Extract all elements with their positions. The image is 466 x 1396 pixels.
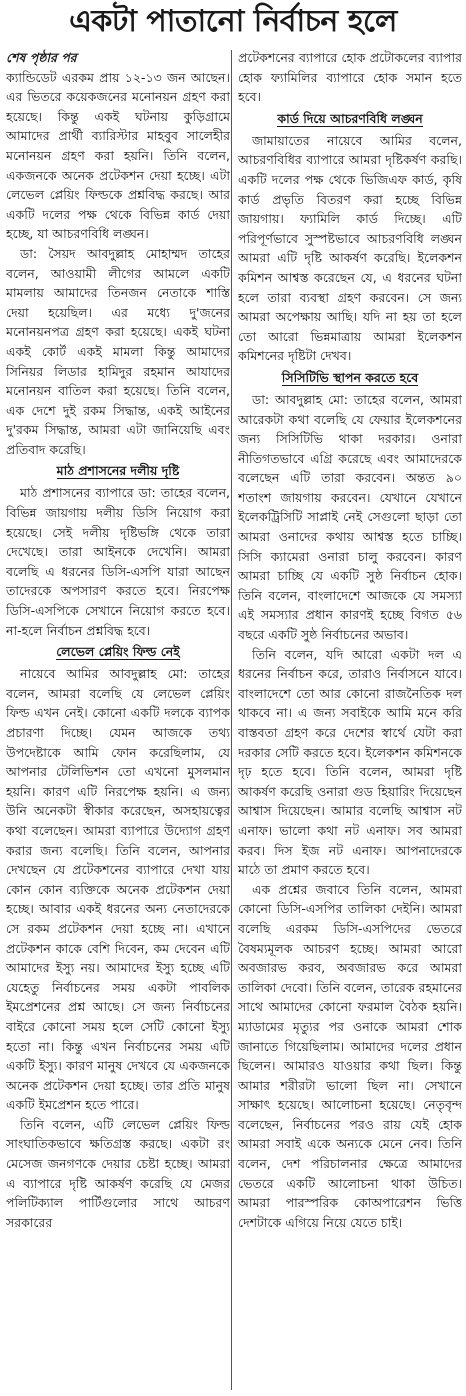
section-heading-text: সিসিটিভি স্থাপন করতে হবে xyxy=(281,369,419,385)
continued-from-label: শেষ পৃষ্ঠার পর xyxy=(6,50,77,65)
column-divider xyxy=(231,50,232,1390)
section-heading xyxy=(6,642,230,662)
headline: একটা পাতানো নির্বাচন হলে xyxy=(69,4,397,39)
section-heading-text: কার্ড দিয়ে আচরণবিধি লঙ্ঘন xyxy=(277,110,423,126)
paragraph: মাঠ প্রশাসনের ব্যাপারে ডা: তাহের বলেন, বিভিন্ন জায়গায় দলীয় ডিসি নিয়োগ করা হয়েছে। সেই দলীয় দৃষ্টিভঙ্গি থেকে তারা দেখেছে। তারা আইনকে দেখেনি। আমরা বলেছি এ ধরনের ডিসি-এসপি যারা আছেন তাদেরকে অপসারণ করতে হবে। নিরপেক্ষ ডিসি-এসপিকে সেখানে নিয়োগ করতে হবে। না-হলে নির্বাচন প্রশ্নবিদ্ধ হবে। xyxy=(6,485,230,638)
paragraph: ডা: সৈয়দ আবদুল্লাহ মোহাম্মদ তাহের বলেন, আওয়ামী লীগের আমলে একটি মামলায় আমাদের তিনজন নেতাকে শাস্তি দেয়া হয়েছিল। এর মধ্যে দু'জনের মনোনয়নপত্র গ্রহণ করা হয়েছে। একই ঘটনা একই কোর্ট একই মামলা কিন্তু আমাদের সিনিয়র লিডার হামিদুর রহমান আযাদের মনোনয়ন বাতিল করা হয়েছে। তিনি বলেন, এক দেশে দুই রকম সিদ্ধান্ত, একই আইনের দু'রকম সিদ্ধান্ত, আমরা এটা জানিয়েছি এবং প্রতিবাদ করেছি। xyxy=(6,245,230,457)
paragraph: ক্যান্ডিডেট এরকম প্রায় ১২-১৩ জন আছেন। এর ভিতরে কয়েকজনের মনোনয়ন গ্রহণ করা হয়েছে। কিন্তু একই ঘটনায় কুড়িগ্রামে আমাদের প্রার্থী ব্যারিস্টার মাহবুব সালেহীর মনোনয়ন গ্রহণ করা হয়নি। তিনি বলেন, একজনকে অনেক প্রটেকশন দেয়া হচ্ছে। এটা লেভেল প্লেয়িং ফিল্ডকে প্রশ্নবিদ্ধ করছে। আর একটি দলের পক্ষ থেকে বিভিন্ন কার্ড দেয়া হচ্ছে, যা আচরণবিধি লঙ্ঘন। xyxy=(6,69,230,242)
left-column-body xyxy=(6,68,230,1233)
right-column-body xyxy=(238,48,462,1232)
paragraph: তিনি বলেন, এটি লেভেল প্লেয়িং ফিল্ড সাংঘাতিকভাবে ক্ষতিগ্রস্ত করছে। একটা রং মেসেজ জনগণকে দেয়ার চেষ্টা হচ্ছে। আমরা এ ব্যাপারে দৃষ্টি আকর্ষণ করেছি যে মেজর পলিটিক্যাল পার্টিগুলোর সাথে আচরণ সরকারের xyxy=(6,1116,230,1230)
paragraph: নায়েবে আমির আবদুল্লাহ মো: তাহের বলেন, আমরা বলেছি যে লেভেল প্লেয়িং ফিল্ড এখন নেই। কোনো একটি দলকে ব্যাপক প্রচারণা দিচ্ছে। যেমন আজকে তথ্য উপদেষ্টাকে আমি ফোন করেছিলাম, যে আপনার টেলিভিশন তো এখনো মুসলমান হয়নি। কারণ এটি নিরপেক্ষ হয়নি। এ জন্য উনি অনেকটা স্বীকার করেছেন, অসহায়ত্বের কথা বলেছেন। আমরা ব্যাপারে উদ্যোগ গ্রহণ করার জন্য বলেছি। তিনি বলেন, আপনার দেখছেন যে প্রটেকশনের ব্যাপারে দেখা যায় কোন কোন ব্যক্তিকে অনেক প্রটেকশন দেয়া হচ্ছে। আবার একই ধরনের অন্য নেতাদেরকে সে রকম প্রটেকশন দেয়া হচ্ছে না। এখানে প্রটেকশন কাকে বেশি দিবেন, কম দেবেন এটি আমাদের ইস্যু নয়। আমাদের ইস্যু হচ্ছে এটি যেহেতু নির্বাচনের সময় একটা পাবলিক ইমপ্রেশনের প্রশ্ন আছে। সে জন্য নির্বাচনের বাইরে কোনো সময় হলে সেটি কোনো ইস্যু হতো না। কিন্তু এখন নির্বাচনের সময় এটি একটি ইস্যু। কারণ মানুষ দেখবে যে একজনকে অনেক প্রটেকশন দেয়া হচ্ছে। তার প্রতি মানুষ একটি ইমপ্রেশন হতে পারে। xyxy=(6,666,230,1113)
paragraph: এক প্রশ্নের জবাবে তিনি বলেন, আমরা কোনো ডিসি-এসপির তালিকা দেইনি। আমরা বলেছি এরকম ডিসি-এসপিদের ভেতরে বৈষম্যমূলক আচরণ হচ্ছে। আমরা আরো অবজারভ করব, অবজারভ করে আমরা তালিকা দেবো। তিনি বলেন, তারেক রহমানের সাথে আমাদের কোনো ফরমাল বৈঠক হয়নি। ম্যাডামের মৃত্যুর পর ওনাকে আমরা শোক জানাতে গিয়েছিলাম। আমাদের দলের প্রধান ছিলেন। আমারও যাওয়ার কথা ছিল। কিন্তু আমার শরীরটা ভালো ছিল না। সেখানে সাক্ষাৎ হয়েছে। আলোচনা হয়েছে। নেতৃবৃন্দ বলেছেন, নির্বাচনের পরও রায় যেই হোক আমরা সবাই একে অন্যকে মেনে নেব। তিনি বলেন, দেশ পরিচালনার ক্ষেত্রে আমাদের ভেতরে একটি আলোচনা থাকা উচিত। আমরা পারস্পরিক কোঅপারেশন ভিত্তি দেশটাকে এগিয়ে নিয়ে যেতে চাই। xyxy=(238,881,462,1230)
paragraph: জামায়াতের নায়েবে আমির বলেন, আচরণবিধির ব্যাপারে আমরা দৃষ্টিকর্ষণ করছি। একটি দলের পক্ষ থেকে ভিজিএফ কার্ড, কৃষি কার্ড প্রভৃতি বিতরণ করা হচ্ছে বিভিন্ন জায়গায়। ফ্যামিলি কার্ড দিচ্ছে। এটি পরিপূর্ণভাবে সুস্পষ্টভাবে আচরণবিধি লঙ্ঘন আমরা এটি দৃষ্টি আকর্ষণ করেছি। ইলেকশন কমিশন আশ্বস্ত করেছেন যে, এ ধরনের ঘটনা হলে তারা ব্যবস্থা গ্রহণ করবেন। সে জন্য আমরা অপেক্ষায় আছি। যদি না হয় তা হলে তো আরো ভিন্নমাত্রায় আমরা ইলেকশন কমিশনের দৃষ্টিটা দেখব। xyxy=(238,132,462,364)
paragraph: তিনি বলেন, যদি আরো একটা দল এ ধরনের নির্বাচন করে, তারাও নির্বাসনে যাবে। বাংলাদেশে তো আর কোনো রাজনৈতিক দল থাকবে না। এ জন্য সবাইকে আমি মনে করি বাস্তবতা গ্রহণ করে দেশের স্বার্থে যেটা করা দরকার সেটি করতে হবে। ইলেকশন কমিশনকে দৃঢ় হতে হবে। তিনি বলেন, আমরা দৃষ্টি আকর্ষণ করেছি ওনারা গুড হিয়ারিং দিয়েছেন আশ্বাস দিয়েছেন। আমার বলেছি আশ্বাস নট এনাফ। ভালো কথা নট এনাফ। সব আমরা করব। দিস ইজ নট এনাফ। আপনাদেরকে মাঠে তা প্রমাণ করতে হবে। xyxy=(238,646,462,878)
right-column xyxy=(238,48,462,1390)
section-heading-text: মাঠ প্রশাসনের দলীয় দৃষ্টি xyxy=(56,463,180,479)
section-heading-text: লেভেল প্লেয়িং ফিল্ড নেই xyxy=(56,644,180,660)
left-column xyxy=(6,48,230,1390)
paragraph: প্রটেকশনের ব্যাপারে হোক প্রটোকলের ব্যাপার হোক ফ্যামিলির ব্যাপারে হোক সমান হতে হবে। xyxy=(238,50,462,105)
section-heading xyxy=(6,461,230,481)
paragraph: ডা: আবদুল্লাহ মো: তাহের বলেন, আমরা আরেকটা কথা বলেছি যে ফেয়ার ইলেকশনের জন্য সিসিটিভি থাকা দরকার। ওনারা নীতিগতভাবে এগ্রি করেছে এবং আমাদেরকে বলেছেন এটি তারা করবেন। অন্তত ৯০ শতাংশ জায়গায় করবেন। যেখানে যেখানে ইলেকট্রিসিটি সাপ্লাই নেই সেগুলো ছাড়া তো আমরা ওনাদের কথায় আশ্বস্ত হতে চাচ্ছি। সিসি ক্যামেরা ওনারা চালু করবেন। কারণ আমরা চাচ্ছি যে একটি সুষ্ঠ নির্বাচন হোক। তিনি বলেন, বাংলাদেশে আজকে যে সমস্যা এই সমস্যার প্রধান কারণই হচ্ছে বিগত ৫৬ বছরে একটি সুষ্ঠ নির্বাচনের অভাব। xyxy=(238,391,462,643)
section-heading xyxy=(238,368,462,388)
section-heading xyxy=(238,109,462,129)
